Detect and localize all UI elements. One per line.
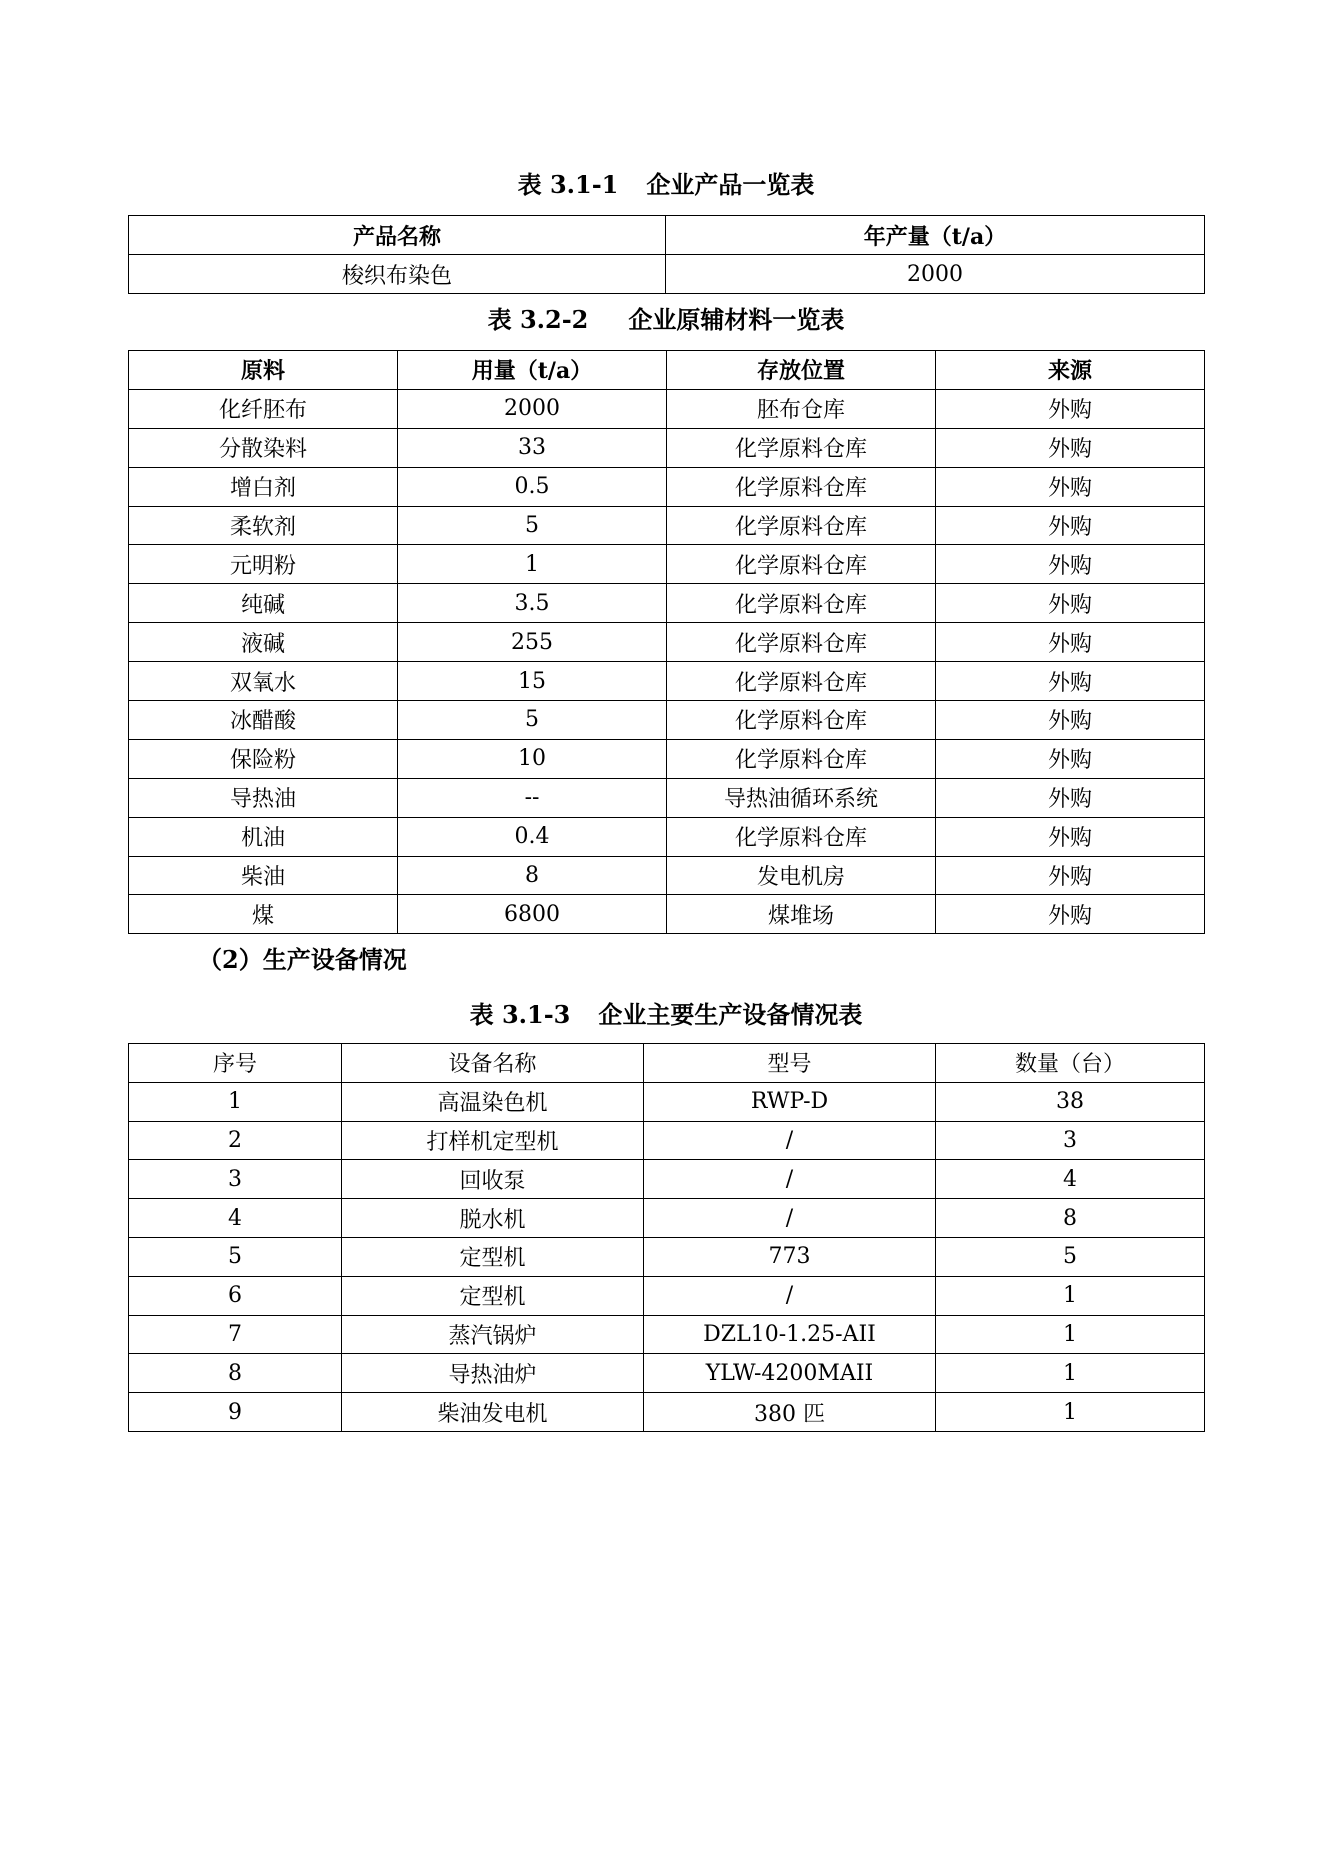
- table-header-row: [129, 1044, 1205, 1083]
- table-cell: 化学原料仓库: [667, 428, 936, 467]
- table-row: [129, 389, 1205, 428]
- table-cell: 液碱: [129, 623, 398, 662]
- table-cell: 元明粉: [129, 545, 398, 584]
- table-cell: 0.5: [398, 467, 667, 506]
- table-cell: 6: [129, 1276, 342, 1315]
- table-cell: 柔软剂: [129, 506, 398, 545]
- table-cell: 化学原料仓库: [667, 584, 936, 623]
- table-row: [129, 856, 1205, 895]
- header-storage-location: 存放位置: [667, 351, 936, 390]
- table-cell: 外购: [936, 389, 1205, 428]
- table1-caption-title: 企业产品一览表: [646, 170, 815, 199]
- table-cell: 外购: [936, 817, 1205, 856]
- table2-caption: [128, 305, 1204, 335]
- table-cell: 5: [936, 1237, 1205, 1276]
- table-row: [129, 1121, 1205, 1160]
- table-row: [129, 1082, 1205, 1121]
- table-cell: 纯碱: [129, 584, 398, 623]
- table-cell: 化学原料仓库: [667, 506, 936, 545]
- table-cell: 化学原料仓库: [667, 817, 936, 856]
- table-row: [129, 739, 1205, 778]
- table-cell: 外购: [936, 467, 1205, 506]
- table-cell: 6800: [398, 895, 667, 934]
- table-cell: YLW-4200MAII: [644, 1354, 936, 1393]
- table-cell: 380 匹: [644, 1393, 936, 1432]
- table-cell: 导热油炉: [342, 1354, 644, 1393]
- table-row: [129, 817, 1205, 856]
- table-row: [129, 584, 1205, 623]
- table-row: [129, 1276, 1205, 1315]
- table-cell: 3.5: [398, 584, 667, 623]
- table-cell: RWP-D: [644, 1082, 936, 1121]
- equipment-table: [128, 1043, 1205, 1432]
- header-product-name: 产品名称: [129, 216, 666, 255]
- table-cell: 10: [398, 739, 667, 778]
- table-cell: 1: [398, 545, 667, 584]
- header-model: 型号: [644, 1044, 936, 1083]
- table-cell: 33: [398, 428, 667, 467]
- table-cell: 导热油循环系统: [667, 778, 936, 817]
- table-cell: 773: [644, 1237, 936, 1276]
- table-cell: /: [644, 1121, 936, 1160]
- table-cell: 255: [398, 623, 667, 662]
- table-row: [129, 895, 1205, 934]
- table-cell: 0.4: [398, 817, 667, 856]
- table-cell: 化学原料仓库: [667, 739, 936, 778]
- table-cell: 外购: [936, 778, 1205, 817]
- table1-caption: [128, 170, 1204, 200]
- table-cell: 导热油: [129, 778, 398, 817]
- table-cell: 外购: [936, 662, 1205, 701]
- table-cell: 外购: [936, 701, 1205, 740]
- table-cell: 5: [398, 506, 667, 545]
- table-row: [129, 506, 1205, 545]
- table-cell: 外购: [936, 584, 1205, 623]
- table-row: [129, 778, 1205, 817]
- table3-caption: [128, 1000, 1204, 1030]
- table-cell: 外购: [936, 545, 1205, 584]
- table-cell: 化学原料仓库: [667, 545, 936, 584]
- table-cell: 定型机: [342, 1276, 644, 1315]
- section-heading: （2）生产设备情况: [198, 945, 407, 974]
- header-usage: 用量（t/a）: [398, 351, 667, 390]
- table-cell: 8: [398, 856, 667, 895]
- table-cell: DZL10-1.25-AII: [644, 1315, 936, 1354]
- table-cell: /: [644, 1160, 936, 1199]
- table-row: [129, 623, 1205, 662]
- table3-caption-title: 企业主要生产设备情况表: [598, 1000, 863, 1029]
- table-cell: 3: [936, 1121, 1205, 1160]
- table-cell: 化学原料仓库: [667, 623, 936, 662]
- table-cell: 8: [129, 1354, 342, 1393]
- table-cell: 发电机房: [667, 856, 936, 895]
- table-row: [129, 1160, 1205, 1199]
- table-cell: 2000: [398, 389, 667, 428]
- table-cell: 1: [936, 1354, 1205, 1393]
- table-cell: 3: [129, 1160, 342, 1199]
- table-row: [129, 1315, 1205, 1354]
- table-header-row: [129, 216, 1205, 255]
- table-row: [129, 662, 1205, 701]
- table-cell: 5: [129, 1237, 342, 1276]
- table3-caption-number: 表 3.1-3: [469, 1000, 571, 1029]
- table-cell: 8: [936, 1199, 1205, 1238]
- table-cell: 5: [398, 701, 667, 740]
- header-annual-output: 年产量（t/a）: [666, 216, 1205, 255]
- table-cell: 煤堆场: [667, 895, 936, 934]
- table-cell: 增白剂: [129, 467, 398, 506]
- table-cell: 38: [936, 1082, 1205, 1121]
- table-cell: 梭织布染色: [129, 255, 666, 294]
- header-source: 来源: [936, 351, 1205, 390]
- table-cell: 高温染色机: [342, 1082, 644, 1121]
- table-cell: 1: [936, 1315, 1205, 1354]
- table2-caption-title: 企业原辅材料一览表: [628, 305, 845, 334]
- table-cell: 机油: [129, 817, 398, 856]
- table-row: [129, 1237, 1205, 1276]
- table1-caption-number: 表 3.1-1: [517, 170, 619, 199]
- table-header-row: [129, 351, 1205, 390]
- header-quantity: 数量（台）: [936, 1044, 1205, 1083]
- table-cell: 1: [129, 1082, 342, 1121]
- table-cell: 柴油: [129, 856, 398, 895]
- table2-caption-number: 表 3.2-2: [487, 305, 589, 334]
- table-cell: 外购: [936, 623, 1205, 662]
- table-cell: 化学原料仓库: [667, 467, 936, 506]
- table-cell: 4: [936, 1160, 1205, 1199]
- table-cell: /: [644, 1276, 936, 1315]
- header-equipment-name: 设备名称: [342, 1044, 644, 1083]
- raw-materials-body: [129, 389, 1205, 933]
- table-cell: 蒸汽锅炉: [342, 1315, 644, 1354]
- table-cell: 1: [936, 1393, 1205, 1432]
- table-row: [129, 701, 1205, 740]
- table-cell: 打样机定型机: [342, 1121, 644, 1160]
- table-cell: 1: [936, 1276, 1205, 1315]
- table-cell: 9: [129, 1393, 342, 1432]
- table-cell: 化学原料仓库: [667, 662, 936, 701]
- equipment-body: [129, 1082, 1205, 1431]
- table-cell: 外购: [936, 895, 1205, 934]
- table-cell: 外购: [936, 739, 1205, 778]
- table-cell: 外购: [936, 856, 1205, 895]
- table-cell: 2: [129, 1121, 342, 1160]
- table-cell: 2000: [666, 255, 1205, 294]
- table-cell: 保险粉: [129, 739, 398, 778]
- table-cell: 外购: [936, 506, 1205, 545]
- table-cell: 定型机: [342, 1237, 644, 1276]
- table-cell: 分散染料: [129, 428, 398, 467]
- header-material: 原料: [129, 351, 398, 390]
- table-cell: 外购: [936, 428, 1205, 467]
- table-cell: 煤: [129, 895, 398, 934]
- table-cell: --: [398, 778, 667, 817]
- table-cell: 冰醋酸: [129, 701, 398, 740]
- table-row: [129, 428, 1205, 467]
- table-cell: /: [644, 1199, 936, 1238]
- table-cell: 化学原料仓库: [667, 701, 936, 740]
- raw-materials-table: [128, 350, 1205, 934]
- table-row: [129, 1199, 1205, 1238]
- table-cell: 15: [398, 662, 667, 701]
- table-cell: 柴油发电机: [342, 1393, 644, 1432]
- table-row: [129, 467, 1205, 506]
- table-cell: 胚布仓库: [667, 389, 936, 428]
- table-row: [129, 1393, 1205, 1432]
- table-row: [129, 255, 1205, 294]
- table-cell: 脱水机: [342, 1199, 644, 1238]
- table-cell: 回收泵: [342, 1160, 644, 1199]
- table-cell: 4: [129, 1199, 342, 1238]
- product-table: [128, 215, 1205, 294]
- table-cell: 双氧水: [129, 662, 398, 701]
- header-serial-number: 序号: [129, 1044, 342, 1083]
- table-row: [129, 545, 1205, 584]
- table-row: [129, 1354, 1205, 1393]
- table-cell: 7: [129, 1315, 342, 1354]
- table-cell: 化纤胚布: [129, 389, 398, 428]
